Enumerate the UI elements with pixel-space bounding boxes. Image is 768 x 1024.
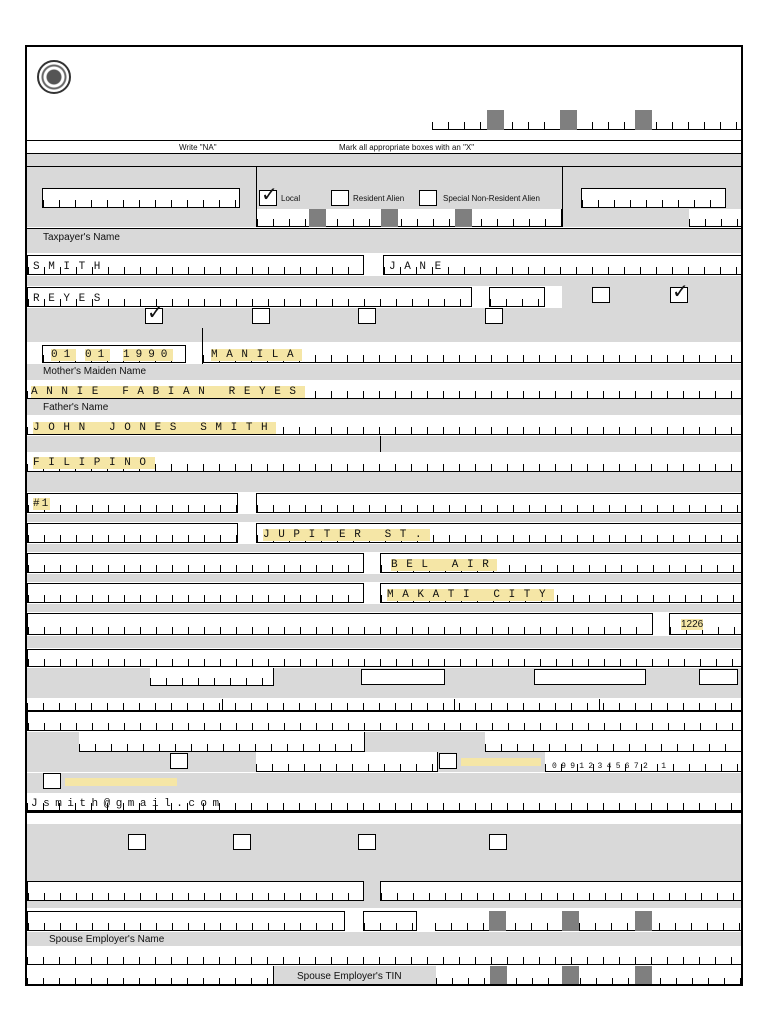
- taxpayer-name-label: Taxpayer's Name: [43, 232, 120, 243]
- identification-number-box[interactable]: [534, 669, 646, 685]
- spouse-option-3-checkbox[interactable]: [358, 834, 376, 850]
- subdivision-field: [27, 553, 364, 573]
- resident-alien-label: Resident Alien: [353, 194, 405, 203]
- spouse-tin-field[interactable]: [435, 911, 743, 931]
- issuer-field[interactable]: [27, 699, 743, 711]
- fathers-name-label: Father's Name: [43, 402, 109, 413]
- spouse-employer-name-label: Spouse Employer's Name: [49, 934, 165, 945]
- foreign-address-field[interactable]: [27, 649, 743, 667]
- spouse-employer-address-field[interactable]: [27, 966, 274, 986]
- birth-place-value: MANILA: [211, 349, 303, 361]
- special-non-resident-alien-label: Special Non-Resident Alien: [443, 194, 540, 203]
- write-na-instruction: Write "NA": [179, 143, 217, 152]
- contact-row-b[interactable]: [485, 732, 743, 752]
- tin-field[interactable]: [432, 110, 743, 130]
- citizenship-value: FILIPINO: [33, 457, 155, 469]
- zip-code-value: 1226: [681, 619, 704, 630]
- mark-boxes-instruction: Mark all appropriate boxes with an "X": [339, 143, 475, 152]
- gender-male-checkbox[interactable]: [592, 287, 610, 303]
- landline-checkbox[interactable]: [170, 753, 188, 769]
- spouse-suffix-field[interactable]: [363, 911, 417, 931]
- birth-day-value: 01: [85, 349, 111, 361]
- first-name-value: JANE: [389, 261, 450, 273]
- civil-status-single-checkbox[interactable]: ✓: [147, 302, 164, 324]
- rdo-code-field[interactable]: [42, 188, 240, 208]
- building-name-field[interactable]: [256, 493, 743, 513]
- spouse-option-1-checkbox[interactable]: [128, 834, 146, 850]
- unit-number-value: #1: [33, 498, 51, 510]
- resident-alien-checkbox[interactable]: [331, 190, 349, 206]
- local-label: Local: [281, 194, 301, 203]
- email-value: Jsmith@gmail.com: [31, 798, 225, 810]
- city-value: MAKATI CITY: [387, 589, 555, 601]
- registration-form: [25, 45, 743, 986]
- fathers-name-value: JOHN JONES SMITH: [33, 422, 277, 434]
- civil-status-separated-checkbox[interactable]: [485, 308, 503, 324]
- identification-type-box[interactable]: [361, 669, 445, 685]
- middle-name-value: REYES: [33, 293, 110, 305]
- subdivision-value: BEL AIR: [391, 559, 498, 571]
- town-field[interactable]: [27, 583, 364, 603]
- mobile-number-value: 09912345672 1: [552, 762, 671, 771]
- spouse-option-4-checkbox[interactable]: [489, 834, 507, 850]
- local-checkbox[interactable]: ✓: [261, 184, 278, 206]
- gender-female-checkbox[interactable]: ✓: [672, 281, 689, 303]
- spouse-first-name-field[interactable]: [380, 881, 743, 901]
- civil-status-widowed-checkbox[interactable]: [358, 308, 376, 324]
- branch-code-field[interactable]: [689, 209, 743, 227]
- pcn-field[interactable]: [257, 209, 562, 227]
- birth-month-value: 01: [51, 349, 77, 361]
- mothers-maiden-name-value: ANNIE FABIAN REYES: [31, 386, 305, 398]
- birth-year-value: 1990: [123, 349, 174, 361]
- suffix-field[interactable]: [489, 287, 545, 307]
- issue-date-box[interactable]: [699, 669, 738, 685]
- special-non-resident-alien-checkbox[interactable]: [419, 190, 437, 206]
- spouse-employer-tin-field[interactable]: [436, 966, 743, 986]
- contact-row-a[interactable]: [79, 732, 365, 752]
- agency-seal-icon: [37, 60, 71, 94]
- lot-block-field[interactable]: [27, 523, 238, 543]
- spouse-middle-name-field[interactable]: [27, 911, 345, 931]
- landline-field[interactable]: [256, 752, 438, 772]
- spouse-last-name-field[interactable]: [27, 881, 364, 901]
- spouse-employer-tin-label: Spouse Employer's TIN: [297, 971, 402, 982]
- street-value: JUPITER ST.: [263, 529, 431, 541]
- province-field[interactable]: [27, 613, 653, 635]
- spouse-employer-name-field[interactable]: [27, 947, 743, 965]
- mobile-checkbox[interactable]: [439, 753, 457, 769]
- mothers-maiden-name-label: Mother's Maiden Name: [43, 366, 147, 377]
- email-checkbox[interactable]: [43, 773, 61, 789]
- unit-number-field[interactable]: [27, 493, 238, 513]
- last-name-value: SMITH: [33, 261, 110, 273]
- id-details-field[interactable]: [27, 711, 743, 731]
- registration-date-field[interactable]: [581, 188, 726, 208]
- spouse-option-2-checkbox[interactable]: [233, 834, 251, 850]
- municipality-code-field[interactable]: [150, 668, 274, 686]
- civil-status-married-checkbox[interactable]: [252, 308, 270, 324]
